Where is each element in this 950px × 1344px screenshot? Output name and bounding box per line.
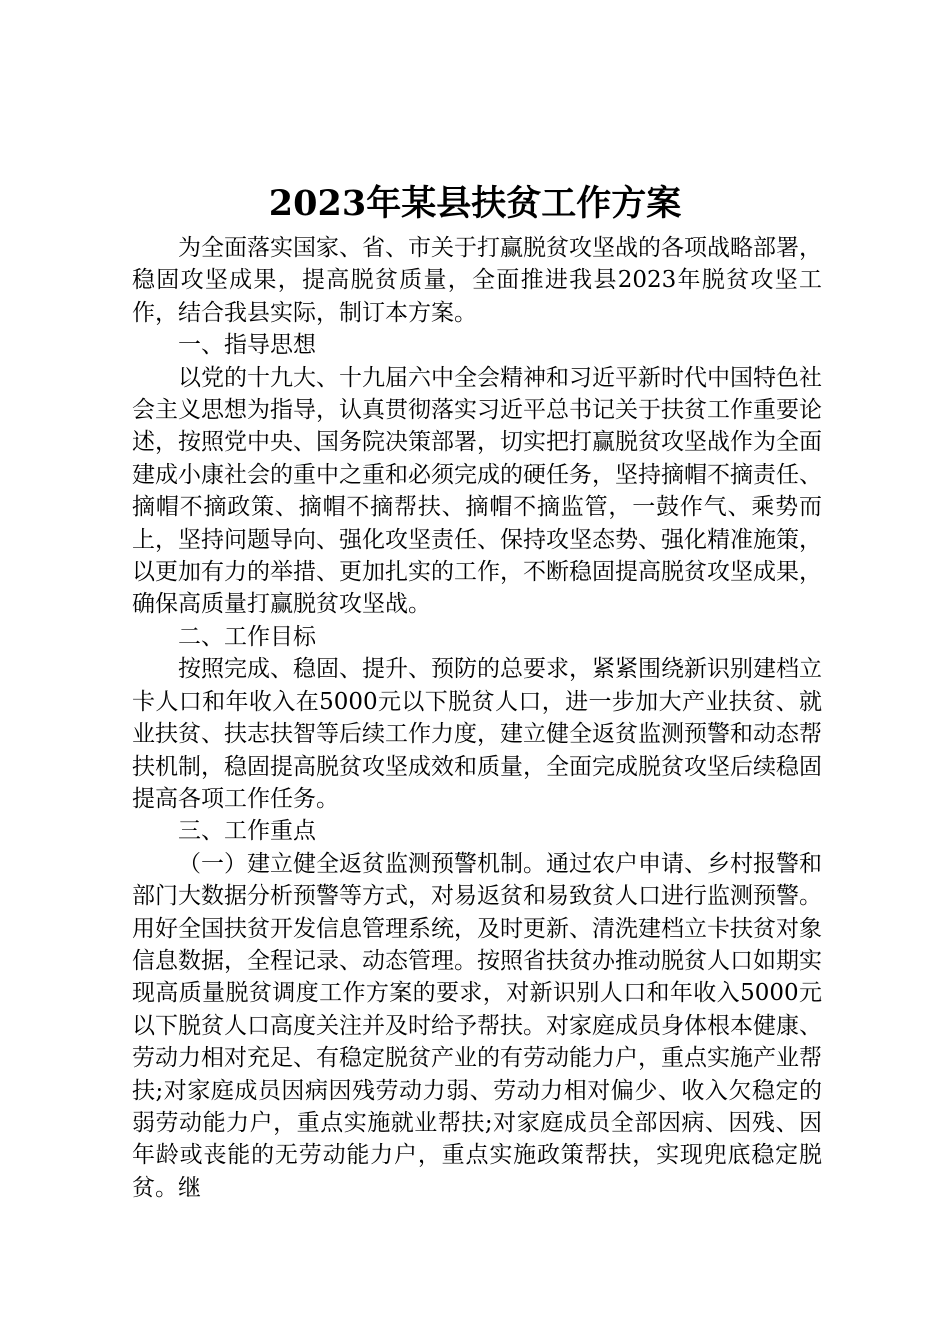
section-heading-work-goals: 二、工作目标 [178, 623, 316, 650]
section-heading-guiding-ideology: 一、指导思想 [178, 332, 316, 359]
guiding-ideology-paragraph: 以党的十九大、十九届六中全会精神和习近平新时代中国特色社会主义思想为指导，认真贯彻落实习近平总书记关于扶贫工作重要论述，按照党中央、国务院决策部署，切实把打赢脱贫攻坚战作为全面建成小康社会的重中之重和必须完成的硬任务，坚持摘帽不摘责任、摘帽不摘政策、摘帽不摘帮扶、摘帽不摘监管，一鼓作气、乘势而上，坚持问题导向、强化攻坚责任、保持攻坚态势、强化精准施策，以更加有力的举措、更加扎实的工作，不断稳固提高脱贫攻坚成果，确保高质量打赢脱贫攻坚战。 [132, 364, 822, 618]
work-goals-paragraph: 按照完成、稳固、提升、预防的总要求，紧紧围绕新识别建档立卡人口和年收入在5000元以下脱贫人口，进一步加大产业扶贫、就业扶贫、扶志扶智等后续工作力度，建立健全返贫监测预警和动态帮扶机制，稳固提高脱贫攻坚成效和质量，全面完成脱贫攻坚后续稳固提高各项工作任务。 [132, 656, 822, 812]
work-focus-paragraph: （一）建立健全返贫监测预警机制。通过农户申请、乡村报警和部门大数据分析预警等方式，对易返贫和易致贫人口进行监测预警。用好全国扶贫开发信息管理系统，及时更新、清洗建档立卡扶贫对象信息数据，全程记录、动态管理。按照省扶贫办推动脱贫人口如期实现高质量脱贫调度工作方案的要求，对新识别人口和年收入5000元以下脱贫人口高度关注并及时给予帮扶。对家庭成员身体根本健康、劳动力相对充足、有稳定脱贫产业的有劳动能力户，重点实施产业帮扶;对家庭成员因病因残劳动力弱、劳动力相对偏少、收入欠稳定的弱劳动能力户，重点实施就业帮扶;对家庭成员全部因病、因残、因年龄或丧能的无劳动能力户，重点实施政策帮扶，实现兜底稳定脱贫。继 [132, 850, 822, 1201]
section-heading-work-focus: 三、工作重点 [178, 818, 316, 845]
intro-paragraph: 为全面落实国家、省、市关于打赢脱贫攻坚战的各项战略部署，稳固攻坚成果，提高脱贫质量，全面推进我县2023年脱贫攻坚工作，结合我县实际，制订本方案。 [132, 235, 822, 326]
document-body [132, 232, 822, 1204]
document-title: 2023年某县扶贫工作方案 [268, 183, 682, 224]
